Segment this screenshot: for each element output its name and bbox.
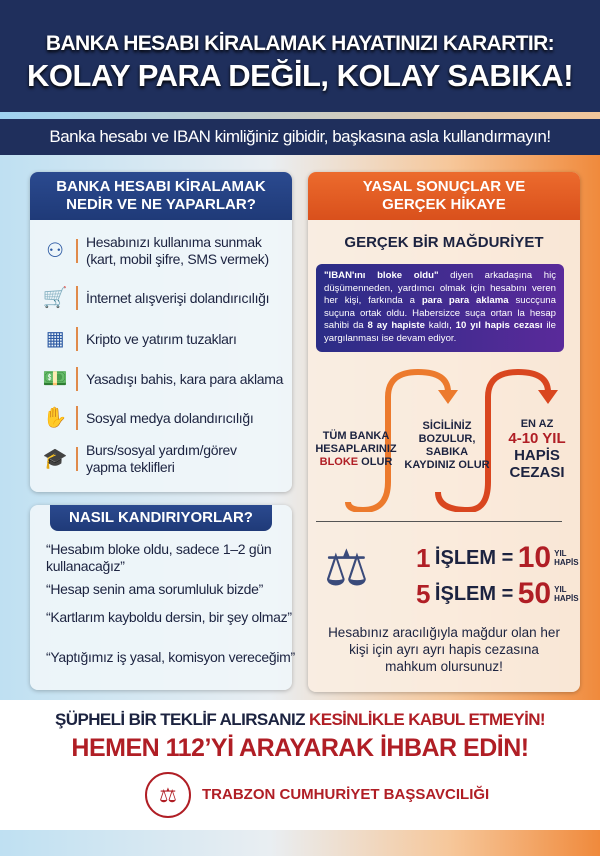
divider-stripe: [0, 112, 600, 119]
t: ŞÜPHELİ BİR TEKLİF ALIRSANIZ: [55, 710, 310, 729]
quote: “Kartlarım kayboldu dersin, bir şey olmaz”: [46, 609, 292, 625]
u: YIL: [554, 585, 567, 594]
headline-1: BANKA HESABI KİRALAMAK HAYATINIZI KARARTIR:: [45, 32, 555, 55]
item-text: [86, 442, 237, 476]
list-item: [40, 442, 237, 476]
shopping-cart-icon: 🛒: [42, 286, 68, 309]
divider: [316, 521, 562, 522]
warning-banner: [0, 700, 600, 830]
story-box: [316, 264, 564, 352]
title-line: GERÇEK HİKAYE: [382, 196, 506, 213]
n: 5: [416, 578, 431, 609]
flow-step-3: [494, 418, 580, 481]
s: "IBAN'ını bloke oldu": [324, 270, 439, 281]
label: İŞLEM =: [434, 582, 514, 605]
list-item: [40, 403, 253, 433]
penalty-note: Hesabınız aracılığıyla mağdur olan her kişi için ayrı ayrı hapis cezasına mahkum olursunuz!: [328, 625, 560, 674]
s: diyen arkadaşına hiç düşümenneden, yardımcı olmak için hesabını veren her kişi, farkında a: [324, 270, 556, 306]
t: 4-10 YIL: [508, 430, 566, 447]
scales-of-justice-icon: ⚖: [324, 540, 369, 596]
list-item: [40, 283, 269, 313]
title-line: YASAL SONUÇLAR VE: [362, 178, 526, 195]
s: ile yargılanması ise devam ediyor.: [324, 320, 557, 344]
item-text: Yasadışı bahis, kara para aklama: [86, 370, 284, 387]
item-text: Sosyal medya dolandırıcılığı: [86, 409, 254, 426]
t: CEZASI: [509, 464, 565, 481]
l2: (kart, mobil şifre, SMS vermek): [86, 251, 269, 267]
list-item: [40, 364, 283, 394]
quote: “Hesap senin ama sorumluluk bizde”: [46, 581, 264, 597]
subtitle: Banka hesabı ve IBAN kimliğiniz gibidir, başkasına asla kullandırmayın!: [0, 119, 600, 155]
flow-step-2: SİCİLİNİZ BOZULUR, SABIKA KAYDINIZ OLUR: [404, 420, 490, 471]
n: 1: [416, 542, 431, 573]
headline-2: KOLAY PARA DEĞİL, KOLAY SABIKA!: [26, 58, 574, 93]
legal-card: [308, 172, 580, 692]
u: HAPİS: [554, 558, 579, 567]
s: 10 yıl hapis cezası: [455, 320, 543, 331]
item-text: Kripto ve yatırım tuzakları: [86, 330, 237, 347]
u: YIL: [554, 549, 567, 558]
l1: Burs/sosyal yardım/görev: [86, 442, 237, 458]
social-media-icon: ✋: [42, 406, 68, 429]
penalty-row: [416, 576, 579, 612]
item-text: [86, 234, 269, 268]
l2: yapma teklifleri: [86, 459, 175, 475]
organization-name: TRABZON CUMHURİYET BAŞSAVCILIĞI: [202, 786, 490, 803]
years: 50: [517, 577, 552, 610]
penalty-row: [416, 540, 579, 576]
money-icon: 💵: [42, 367, 68, 390]
t: OLUR: [358, 456, 393, 468]
t: HAPİS: [514, 447, 560, 464]
t: HESAPLARINIZ: [315, 443, 397, 455]
s: succçuna suçuna ortak oldu. Habersizce suça ortan la hesap sahibi da: [324, 295, 556, 331]
t: EN AZ: [520, 418, 554, 430]
s: kaldı,: [424, 320, 456, 331]
label: İŞLEM =: [434, 546, 514, 569]
what-is-header: [30, 172, 292, 220]
legal-header: [308, 172, 580, 220]
people-network-icon: ⚇: [46, 239, 64, 262]
item-text: İnternet alışverişi dolandırıcılığı: [86, 289, 270, 306]
years: 10: [517, 541, 552, 574]
quote: “Hesabım bloke oldu, sadece 1–2 gün kullanacağız”: [46, 541, 272, 574]
flow-step-1: [312, 430, 400, 469]
tricks-header: NASIL KANDIRIYORLAR?: [50, 505, 272, 531]
warning-line-1: [0, 710, 600, 730]
l1: Hesabınızı kullanıma sunmak: [86, 234, 262, 250]
penalty-table: [416, 540, 579, 612]
tricks-card: [30, 505, 295, 690]
title-line: BANKA HESABI KİRALAMAK: [56, 178, 266, 195]
s: para para aklama: [421, 295, 509, 306]
t: KESİNLİKLE KABUL ETMEYİN!: [309, 710, 545, 729]
header: [0, 0, 600, 112]
call-112-line: HEMEN 112’Yİ ARAYARAK İHBAR EDİN!: [71, 734, 529, 762]
s: 8 ay hapiste: [367, 320, 425, 331]
list-item: [40, 324, 237, 354]
story-title: GERÇEK BİR MAĞDURİYET: [344, 234, 544, 251]
quote: “Yaptığımız iş yasal, komisyon vereceğim”: [46, 649, 295, 665]
t: TÜM BANKA: [322, 430, 390, 442]
t: BLOKE: [319, 456, 359, 468]
crypto-screen-icon: ▦: [45, 327, 65, 350]
what-is-card: [30, 172, 292, 492]
u: HAPİS: [554, 594, 579, 603]
graduation-hands-icon: 🎓: [42, 447, 68, 470]
list-item: [40, 234, 269, 268]
prosecutor-seal-icon: ⚖: [145, 772, 191, 818]
title-line: NEDİR VE NE YAPARLAR?: [66, 196, 256, 213]
